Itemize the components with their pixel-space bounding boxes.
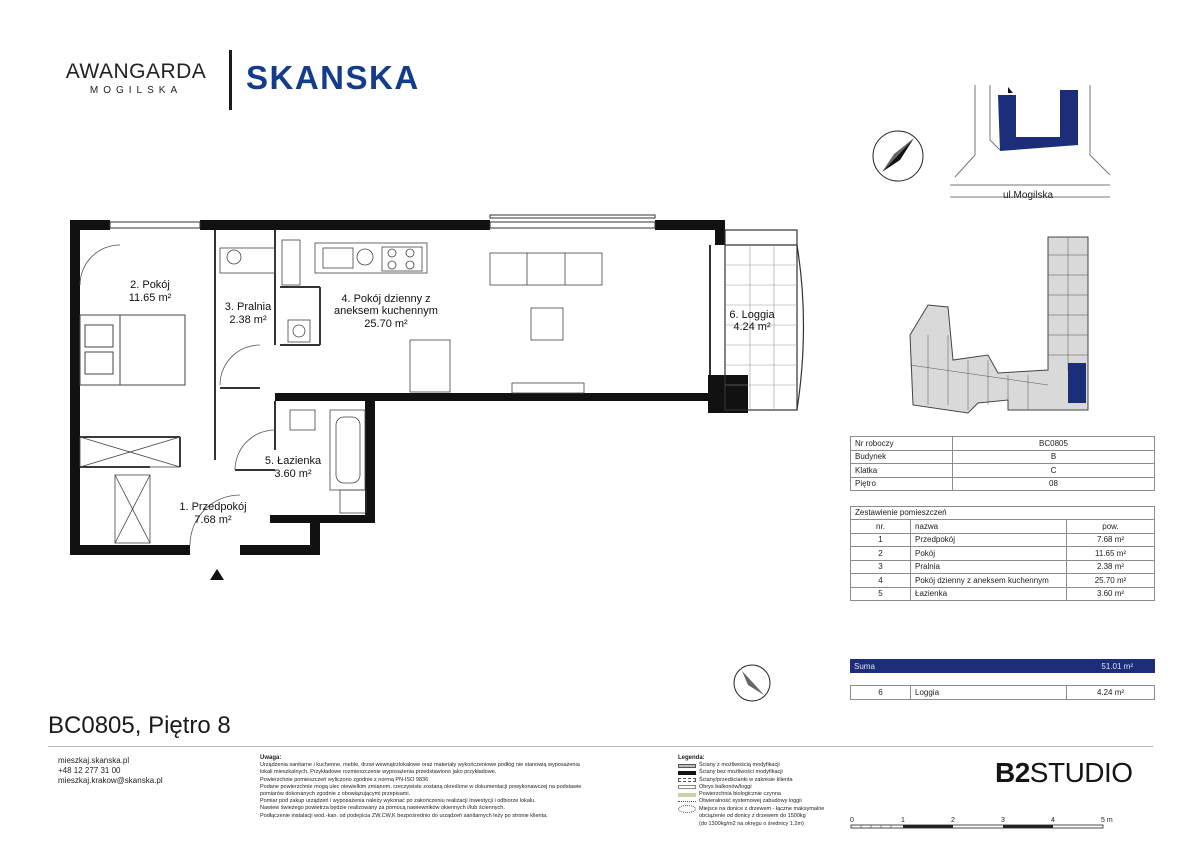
table-row	[851, 437, 1155, 451]
legend-item: Otwieralność systemowej zabudowy loggii	[699, 798, 802, 805]
notes-title: Uwaga:	[260, 755, 282, 761]
legend-item: Ściany z możliwością modyfikacji	[699, 762, 780, 769]
note-line: Podłączenie instalacji wod.-kan. od podejścia ZW,CW,K bezpośrednio do urządzeń sanitarnych leży po stronie klienta.	[260, 812, 548, 819]
table-row	[851, 464, 1155, 478]
sum-label: Suma	[854, 661, 875, 671]
room-1-label: 1. Przedpokój	[179, 501, 247, 513]
legend-item: Powierzchnia biologicznie czynna	[699, 791, 781, 798]
legend-swatch	[678, 785, 696, 789]
note-line: Urządzenia sanitarne i kuchenne, meble, drzwi wewnątrzlokalowe oraz materiały wykończeniowe podłóg nie stanowią wyposażenia	[260, 762, 580, 769]
legend-item: (do 1300kg/m2 na okręgu o średnicy 1,2m)	[699, 820, 804, 827]
table-row	[851, 574, 1155, 588]
legend-swatch	[678, 764, 696, 768]
email-link[interactable]: mieszkaj.krakow@skanska.pl	[58, 776, 163, 785]
table-row	[851, 560, 1155, 574]
room-6-label: 6. Loggia	[729, 309, 775, 321]
room-name: Pokój dzienny z aneksem kuchennym	[911, 574, 1067, 588]
room-area: 3.60 m²	[1067, 587, 1155, 601]
phone-number: +48 12 277 31 00	[58, 766, 121, 775]
note-line: lokali mieszkalnych. Przykładowe rozmieszczenie wyposażenia przedstawiono jako przykładowe.	[260, 769, 497, 776]
scale-bar	[848, 815, 1123, 833]
room-name: Pralnia	[911, 560, 1067, 574]
rooms-table-title: Zestawienie pomieszczeń	[850, 506, 1155, 519]
legend-swatch	[678, 778, 696, 782]
header-nr: nr.	[851, 520, 911, 534]
room-name: Pokój	[911, 547, 1067, 561]
table-row	[851, 450, 1155, 464]
unit-info-table	[850, 436, 1155, 491]
info-value: C	[953, 464, 1155, 478]
scale-label: 1	[901, 817, 905, 824]
room-area: 11.65 m²	[1067, 547, 1155, 561]
header-name: nazwa	[911, 520, 1067, 534]
table-header-row	[851, 520, 1155, 534]
room-3-area: 2.38 m²	[229, 314, 267, 326]
info-label: Nr roboczy	[851, 437, 953, 451]
legend-swatch	[678, 793, 696, 797]
note-line: Nawiew świeżego powietrza będzie realizowany za pomocą nawiewników okiennych i/lub ściennych.	[260, 805, 505, 812]
scale-label: 2	[951, 817, 955, 824]
street-label: ul.Mogilska	[1003, 190, 1054, 201]
room-nr: 2	[851, 547, 911, 561]
table-row	[851, 477, 1155, 491]
brand-logo	[56, 60, 216, 96]
room-name: Loggia	[911, 686, 1067, 700]
legend-swatch	[678, 801, 696, 802]
room-area: 4.24 m²	[1067, 686, 1155, 700]
table-row	[851, 533, 1155, 547]
table-row	[851, 587, 1155, 601]
legend-item: Ściany/przedścianki w zakresie klienta	[699, 776, 793, 783]
scale-label: 3	[1001, 817, 1005, 824]
info-value: BC0805	[953, 437, 1155, 451]
studio-logo	[995, 757, 1133, 789]
room-nr: 6	[851, 686, 911, 700]
note-line: pomiarów dokonanych zgodnie z obowiązującymi przepisami.	[260, 791, 411, 798]
brand-name: AWANGARDA	[65, 60, 207, 83]
legend-item: Miejsce na donice z drzewem - łączne maksymalne	[699, 805, 825, 812]
logo-divider	[229, 50, 232, 110]
room-2-label: 2. Pokój	[130, 279, 170, 291]
note-line: Powierzchnie pomieszczeń wyliczono zgodnie z normą PN-ISO 9836	[260, 776, 429, 783]
room-5-label: 5. Łazienka	[264, 455, 322, 467]
scale-label: 0	[850, 817, 854, 824]
developer-logo: SKANSKA	[246, 59, 420, 96]
legend-item: Obrys balkonów/loggi	[699, 783, 752, 790]
sum-value: 51.01 m²	[1101, 661, 1133, 671]
rooms-table	[850, 519, 1155, 601]
room-3-label: 3. Pralnia	[224, 301, 272, 313]
room-4-label2: aneksem kuchennym	[334, 305, 438, 317]
brand-subtitle: MOGILSKA	[89, 85, 183, 96]
room-1-area: 7.68 m²	[194, 514, 232, 526]
header-area: pow.	[1067, 520, 1155, 534]
room-6-area: 4.24 m²	[733, 321, 771, 333]
legend-item: obciążenie od donicy z drzewem do 1500kg	[699, 813, 806, 820]
legend-block	[678, 755, 838, 828]
website-link[interactable]: mieszkaj.skanska.pl	[58, 756, 130, 765]
room-nr: 4	[851, 574, 911, 588]
room-area: 25.70 m²	[1067, 574, 1155, 588]
table-row	[851, 686, 1155, 700]
room-nr: 3	[851, 560, 911, 574]
room-area: 2.38 m²	[1067, 560, 1155, 574]
note-line: Pomiar pod zakup urządzeń i wyposażenia należy wykonać po zakończeniu realizacji Inwestycji i odbiorze lokalu.	[260, 798, 536, 805]
legend-title: Legenda:	[678, 755, 705, 761]
legend-swatch	[678, 805, 696, 813]
notes-block	[260, 755, 640, 820]
north-arrow-icon	[870, 128, 926, 184]
room-name: Przedpokój	[911, 533, 1067, 547]
room-5-area: 3.60 m²	[274, 468, 312, 480]
unit-title: BC0805, Piętro 8	[48, 712, 231, 739]
room-2-area: 11.65 m²	[128, 292, 172, 304]
contact-info	[58, 756, 163, 786]
scale-label: 5 m	[1101, 817, 1113, 824]
studio-logo-rest: STUDIO	[1029, 757, 1133, 788]
info-label: Klatka	[851, 464, 953, 478]
building-floor-map	[908, 235, 1093, 415]
room-nr: 1	[851, 533, 911, 547]
room-area: 7.68 m²	[1067, 533, 1155, 547]
info-value: B	[953, 450, 1155, 464]
loggia-table	[850, 685, 1155, 700]
legend-item: Ściany bez możliwości modyfikacji	[699, 769, 783, 776]
info-label: Piętro	[851, 477, 953, 491]
legend-swatch	[678, 771, 696, 775]
table-row	[851, 547, 1155, 561]
room-4-area: 25.70 m²	[364, 318, 408, 330]
scale-label: 4	[1051, 817, 1055, 824]
info-value: 08	[953, 477, 1155, 491]
sum-row	[850, 659, 1155, 673]
room-name: Łazienka	[911, 587, 1067, 601]
note-line: Podane powierzchnie mogą ulec niewielkim zmianom, rzeczywiste zostaną określone w dokumentacji powykonawczej na podstawie	[260, 783, 582, 790]
room-nr: 5	[851, 587, 911, 601]
floor-plan	[60, 205, 775, 590]
north-arrow-small-icon	[732, 663, 772, 703]
footer-divider	[48, 746, 1153, 747]
room-4-label: 4. Pokój dzienny z	[341, 293, 431, 305]
site-key-map	[950, 85, 1160, 190]
info-label: Budynek	[851, 450, 953, 464]
studio-logo-bold: B2	[995, 757, 1030, 788]
